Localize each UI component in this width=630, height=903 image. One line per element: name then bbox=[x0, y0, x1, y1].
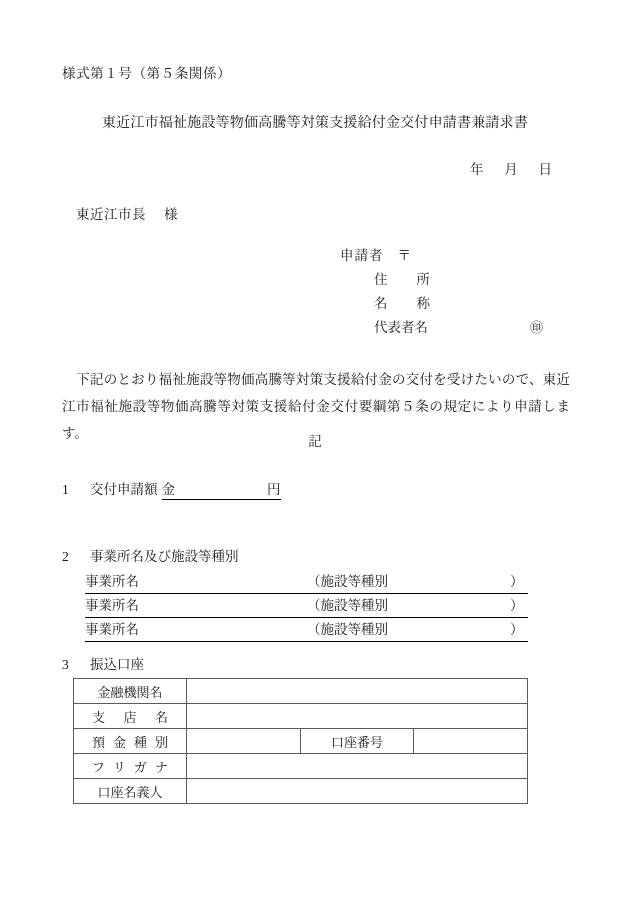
office-name-label: 事業所名 bbox=[85, 574, 139, 589]
facility-type-label: （施設等種別 bbox=[307, 622, 388, 637]
date-month-label: 月 bbox=[504, 162, 518, 177]
paragraph-text: 下記のとおり福祉施設等物価高騰等対策支援給付金の交付を受けたいので、東近江市福祉施設等物価高騰等対策支援給付金交付要綱第５条の規定により申請します。 bbox=[62, 372, 570, 441]
date-line bbox=[0, 158, 630, 178]
facility-type-label: （施設等種別 bbox=[307, 598, 388, 613]
date-day-label: 日 bbox=[538, 162, 552, 177]
table-row bbox=[74, 754, 528, 779]
item3-label: 振込口座 bbox=[90, 657, 144, 672]
office-row[interactable] bbox=[85, 570, 528, 594]
applicant-representative-row[interactable] bbox=[340, 316, 544, 340]
postal-mark-icon: 〒 bbox=[397, 248, 411, 263]
account-holder-value[interactable] bbox=[187, 779, 528, 804]
furigana-value[interactable] bbox=[187, 754, 528, 779]
applicant-address-label: 住所 bbox=[374, 272, 430, 287]
currency-prefix: 金 bbox=[161, 482, 175, 497]
facility-type-label: （施設等種別 bbox=[307, 574, 388, 589]
furigana-label bbox=[74, 754, 187, 779]
currency-suffix: 円 bbox=[267, 482, 281, 497]
office-rows-group bbox=[85, 570, 528, 642]
deposit-type-label-text: 預金種別 bbox=[92, 734, 168, 750]
bank-name-value[interactable] bbox=[187, 679, 528, 704]
applicant-label: 申請者 bbox=[340, 248, 384, 263]
branch-name-value[interactable] bbox=[187, 704, 528, 729]
branch-name-label-text: 支店名 bbox=[92, 709, 168, 725]
account-number-value[interactable] bbox=[414, 729, 528, 754]
table-row bbox=[74, 704, 528, 729]
office-name-label: 事業所名 bbox=[85, 622, 139, 637]
facility-type-paren-close: ） bbox=[510, 574, 524, 589]
account-number-label: 口座番号 bbox=[300, 729, 414, 754]
table-row bbox=[74, 679, 528, 704]
date-year-label: 年 bbox=[470, 162, 484, 177]
branch-name-label bbox=[74, 704, 187, 729]
applicant-representative-label: 代表者名 bbox=[374, 320, 428, 335]
item1-number: 1 bbox=[62, 482, 69, 497]
facility-type-paren-close: ） bbox=[510, 598, 524, 613]
addressee-honorific: 様 bbox=[164, 207, 178, 222]
facility-type-paren-close: ） bbox=[510, 622, 524, 637]
account-holder-label: 口座名義人 bbox=[74, 779, 187, 804]
addressee-name: 東近江市長 bbox=[76, 207, 146, 222]
amount-input-line[interactable] bbox=[162, 478, 281, 500]
form-number: 様式第１号（第５条関係） bbox=[62, 66, 232, 81]
deposit-type-value[interactable] bbox=[187, 729, 301, 754]
office-row[interactable] bbox=[85, 594, 528, 618]
bank-name-label: 金融機関名 bbox=[74, 679, 187, 704]
bank-account-table bbox=[73, 678, 528, 804]
deposit-type-label bbox=[74, 729, 187, 754]
section-item-2 bbox=[62, 545, 239, 565]
ki-marker: 記 bbox=[308, 434, 322, 449]
addressee bbox=[76, 203, 178, 223]
office-name-label: 事業所名 bbox=[85, 598, 139, 613]
applicant-name-label: 名称 bbox=[374, 296, 430, 311]
applicant-label-row bbox=[340, 244, 430, 268]
item2-number: 2 bbox=[62, 549, 69, 564]
applicant-block bbox=[340, 244, 544, 340]
item1-label: 交付申請額 bbox=[90, 482, 158, 497]
furigana-label-text: フリガナ bbox=[92, 759, 168, 775]
office-row[interactable] bbox=[85, 618, 528, 642]
item2-label: 事業所名及び施設等種別 bbox=[90, 549, 239, 564]
seal-icon: ㊞ bbox=[530, 320, 544, 335]
table-row bbox=[74, 729, 528, 754]
section-item-3 bbox=[62, 653, 144, 673]
applicant-address-row[interactable] bbox=[340, 268, 430, 292]
applicant-name-row[interactable] bbox=[340, 292, 430, 316]
section-item-1 bbox=[62, 478, 281, 500]
document-title: 東近江市福祉施設等物価高騰等対策支援給付金交付申請書兼請求書 bbox=[102, 116, 528, 131]
table-row bbox=[74, 779, 528, 804]
item3-number: 3 bbox=[62, 657, 69, 672]
